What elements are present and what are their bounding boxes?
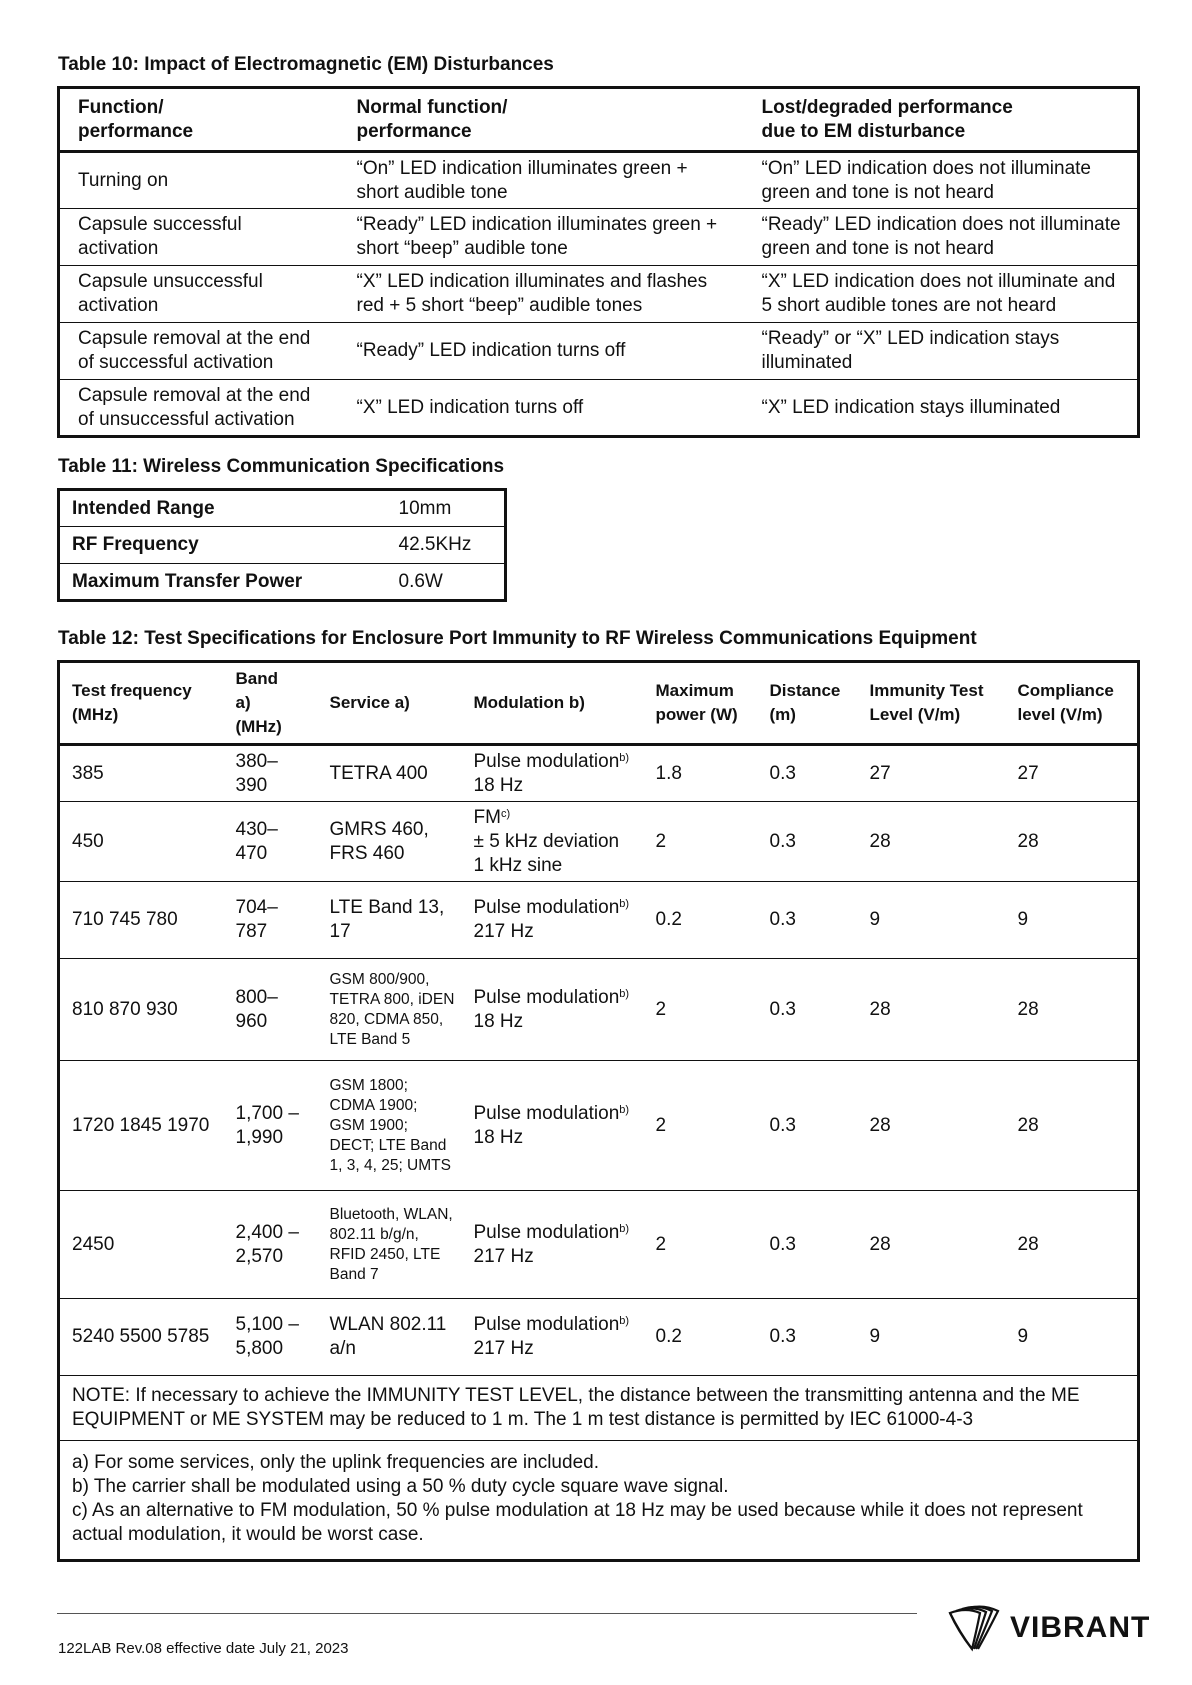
table-cell: LTE Band 13, 17 <box>318 882 462 959</box>
wireless-spec-table <box>57 488 507 602</box>
table-row <box>59 209 1139 266</box>
footnote-ref: b) <box>619 1315 630 1327</box>
column-header: Function/ performance <box>59 88 339 152</box>
table-cell <box>462 959 644 1061</box>
modulation-label: FM <box>473 806 501 828</box>
table-cell: 28 <box>858 802 1006 882</box>
modulation-type <box>474 1102 638 1126</box>
modulation-type <box>474 750 638 774</box>
table-header-row <box>59 88 1139 152</box>
table-cell: GMRS 460, FRS 460 <box>318 802 462 882</box>
table-cell: 2 <box>644 1191 758 1299</box>
table-row <box>59 380 1139 437</box>
table-row <box>59 1191 1139 1299</box>
table-cell: 2 <box>644 959 758 1061</box>
table-cell: 1,700 – 1,990 <box>224 1061 318 1191</box>
column-header: Service a) <box>318 662 462 745</box>
table-cell: Turning on <box>59 152 339 209</box>
table-cell <box>462 1061 644 1191</box>
table-cell: “Ready” or “X” LED indication stays illuminated <box>744 323 1139 380</box>
vibrant-logo <box>946 1602 1150 1654</box>
spec-value: 42.5KHz <box>399 527 506 564</box>
table-cell: “X” LED indication illuminates and flashes red + 5 short “beep” audible tones <box>339 266 744 323</box>
table-cell: “Ready” LED indication illuminates green + short “beep” audible tone <box>339 209 744 266</box>
table-cell: 9 <box>858 882 1006 959</box>
table-row <box>59 1061 1139 1191</box>
table-cell: 385 <box>59 745 224 802</box>
footnote-ref: b) <box>619 751 630 764</box>
table-cell: Bluetooth, WLAN, 802.11 b/g/n, RFID 2450, LTE Band 7 <box>318 1191 462 1299</box>
table-cell: “Ready” LED indication does not illuminate green and tone is not heard <box>744 209 1139 266</box>
footnote-ref: b) <box>619 898 630 910</box>
modulation-detail: 18 Hz <box>473 1126 524 1148</box>
table-cell: 27 <box>858 745 1006 802</box>
table-cell: Capsule removal at the end of successful activation <box>59 323 339 380</box>
table-cell: 28 <box>858 1061 1006 1191</box>
vibrant-swirl-logo-icon <box>946 1603 1002 1653</box>
spec-label: Intended Range <box>59 490 399 527</box>
table-cell: GSM 800/900, TETRA 800, iDEN 820, CDMA 850, LTE Band 5 <box>318 959 462 1061</box>
modulation-detail: 217 Hz <box>473 921 534 942</box>
footer-revision: 122LAB Rev.08 effective date July 21, 2023 <box>58 1640 349 1657</box>
spec-value: 10mm <box>399 490 506 527</box>
table-row <box>59 959 1139 1061</box>
table-cell: 27 <box>1006 745 1139 802</box>
table-cell: 9 <box>858 1299 1006 1376</box>
modulation-type <box>474 1221 638 1245</box>
table-row <box>59 564 506 601</box>
modulation-detail: 18 Hz <box>473 774 524 796</box>
table-cell: 704– 787 <box>224 882 318 959</box>
table-cell: “Ready” LED indication turns off <box>339 323 744 380</box>
spec-label: RF Frequency <box>59 527 399 564</box>
column-header: Lost/degraded performance due to EM disturbance <box>744 88 1139 152</box>
table-note: NOTE: If necessary to achieve the IMMUNITY TEST LEVEL, the distance between the transmitting antenna and the ME EQUIPMENT or ME SYSTEM may be reduced to 1 m. The 1 m test distance is permitted by IEC 61000-4-3 <box>59 1376 1139 1441</box>
modulation-type <box>474 806 638 830</box>
footer-divider <box>57 1613 917 1614</box>
footnote: c) As an alternative to FM modulation, 50 % pulse modulation at 18 Hz may be used because while it does not represent actual modulation, it would be worst case. <box>72 1500 1083 1545</box>
footnote-ref: b) <box>619 987 630 1000</box>
modulation-type <box>474 986 638 1010</box>
table-row <box>59 1299 1139 1376</box>
modulation-label: Pulse modulation <box>473 1221 620 1243</box>
column-header: Immunity Test Level (V/m) <box>858 662 1006 745</box>
table-cell: 450 <box>59 802 224 882</box>
table-row <box>59 745 1139 802</box>
footnote-ref: b) <box>619 1103 630 1116</box>
table-cell: TETRA 400 <box>318 745 462 802</box>
spec-label: Maximum Transfer Power <box>72 570 303 592</box>
column-header: Test frequency (MHz) <box>59 662 224 745</box>
modulation-detail: 217 Hz <box>473 1338 534 1359</box>
table-cell: WLAN 802.11 a/n <box>318 1299 462 1376</box>
table11-caption: Table 11: Wireless Communication Specifications <box>58 456 505 477</box>
table-footnotes <box>59 1441 1139 1561</box>
modulation-label: Pulse modulation <box>473 750 620 772</box>
column-header: Compliance level (V/m) <box>1006 662 1139 745</box>
table-cell <box>462 1191 644 1299</box>
footnotes-row <box>59 1441 1139 1561</box>
table-row <box>59 152 1139 209</box>
modulation-type <box>474 1313 638 1337</box>
note-row <box>59 1376 1139 1441</box>
em-disturbance-table <box>57 86 1140 438</box>
modulation-detail: 1 kHz sine <box>473 854 563 876</box>
column-header: Maximum power (W) <box>644 662 758 745</box>
table-cell: 5240 5500 5785 <box>59 1299 224 1376</box>
table-cell: 0.3 <box>758 745 858 802</box>
table-cell: 0.3 <box>758 882 858 959</box>
table-row <box>59 882 1139 959</box>
table-cell: Capsule removal at the end of unsuccessful activation <box>78 384 311 430</box>
table-cell: 28 <box>1006 1191 1139 1299</box>
spec-value: 0.6W <box>398 570 443 592</box>
table-header-row <box>59 662 1139 745</box>
footnote: b) The carrier shall be modulated using a 50 % duty cycle square wave signal. <box>72 1476 729 1497</box>
table-cell: “X” LED indication does not illuminate and 5 short audible tones are not heard <box>744 266 1139 323</box>
column-header: Modulation b) <box>462 662 644 745</box>
table-cell: 710 745 780 <box>59 882 224 959</box>
table10-caption: Table 10: Impact of Electromagnetic (EM) Disturbances <box>58 54 554 75</box>
table12-caption: Table 12: Test Specifications for Enclosure Port Immunity to RF Wireless Communications Equipment <box>58 628 977 649</box>
table-cell: “On” LED indication illuminates green + short audible tone <box>339 152 744 209</box>
table-cell: “On” LED indication does not illuminate green and tone is not heard <box>744 152 1139 209</box>
table-row <box>59 323 1139 380</box>
footnote-ref: b) <box>619 1222 630 1235</box>
table-cell: 2,400 – 2,570 <box>224 1191 318 1299</box>
table-cell: Capsule unsuccessful activation <box>59 266 339 323</box>
modulation-label: Pulse modulation <box>473 1102 620 1124</box>
table-cell: 9 <box>1006 1299 1139 1376</box>
logo-text: VIBRANT <box>1010 1611 1151 1644</box>
table-cell: 2450 <box>59 1191 224 1299</box>
table-cell <box>462 1299 644 1376</box>
table-cell: GSM 1800; CDMA 1900; GSM 1900; DECT; LTE Band 1, 3, 4, 25; UMTS <box>318 1061 462 1191</box>
table-cell: 28 <box>1006 802 1139 882</box>
modulation-type <box>474 896 638 920</box>
table-cell <box>462 802 644 882</box>
column-header: Normal function/ performance <box>339 88 744 152</box>
table-cell: 380– 390 <box>224 745 318 802</box>
table-cell: 1.8 <box>644 745 758 802</box>
table-cell: 0.3 <box>758 1191 858 1299</box>
table-cell: 2 <box>644 1061 758 1191</box>
table-cell: 0.2 <box>644 882 758 959</box>
modulation-detail: 217 Hz <box>473 1245 534 1267</box>
table-cell: 9 <box>1006 882 1139 959</box>
modulation-detail: 18 Hz <box>473 1010 524 1032</box>
table-cell: 0.3 <box>758 959 858 1061</box>
table-cell: 0.3 <box>758 1299 858 1376</box>
table-body <box>59 745 1139 1376</box>
rf-immunity-table <box>57 660 1140 1562</box>
table-cell: 28 <box>1006 959 1139 1061</box>
column-header: Distance (m) <box>758 662 858 745</box>
modulation-label: Pulse modulation <box>473 1314 620 1335</box>
table-cell: “X” LED indication turns off <box>356 396 584 418</box>
table-cell: 28 <box>1006 1061 1139 1191</box>
table-cell: Capsule successful activation <box>59 209 339 266</box>
table-cell: 430– 470 <box>224 802 318 882</box>
table-cell <box>462 745 644 802</box>
table-cell: 5,100 – 5,800 <box>224 1299 318 1376</box>
table-cell: 0.3 <box>758 1061 858 1191</box>
footnote: a) For some services, only the uplink frequencies are included. <box>72 1452 599 1473</box>
footnote-ref: c) <box>500 807 511 820</box>
table-cell: 810 870 930 <box>59 959 224 1061</box>
table-cell: “X” LED indication stays illuminated <box>761 396 1061 418</box>
table-row <box>59 802 1139 882</box>
table-row <box>59 490 506 527</box>
table-cell: 28 <box>858 1191 1006 1299</box>
table-cell: 800– 960 <box>224 959 318 1061</box>
table-cell: 1720 1845 1970 <box>59 1061 224 1191</box>
table-cell: 2 <box>644 802 758 882</box>
table-cell: 28 <box>858 959 1006 1061</box>
table-row <box>59 527 506 564</box>
table-row <box>59 266 1139 323</box>
modulation-label: Pulse modulation <box>473 897 620 918</box>
table-cell: 0.3 <box>758 802 858 882</box>
column-header: Band a) (MHz) <box>224 662 318 745</box>
modulation-label: Pulse modulation <box>473 986 620 1008</box>
modulation-detail: ± 5 kHz deviation <box>473 830 620 852</box>
table-cell <box>462 882 644 959</box>
table-cell: 0.2 <box>644 1299 758 1376</box>
